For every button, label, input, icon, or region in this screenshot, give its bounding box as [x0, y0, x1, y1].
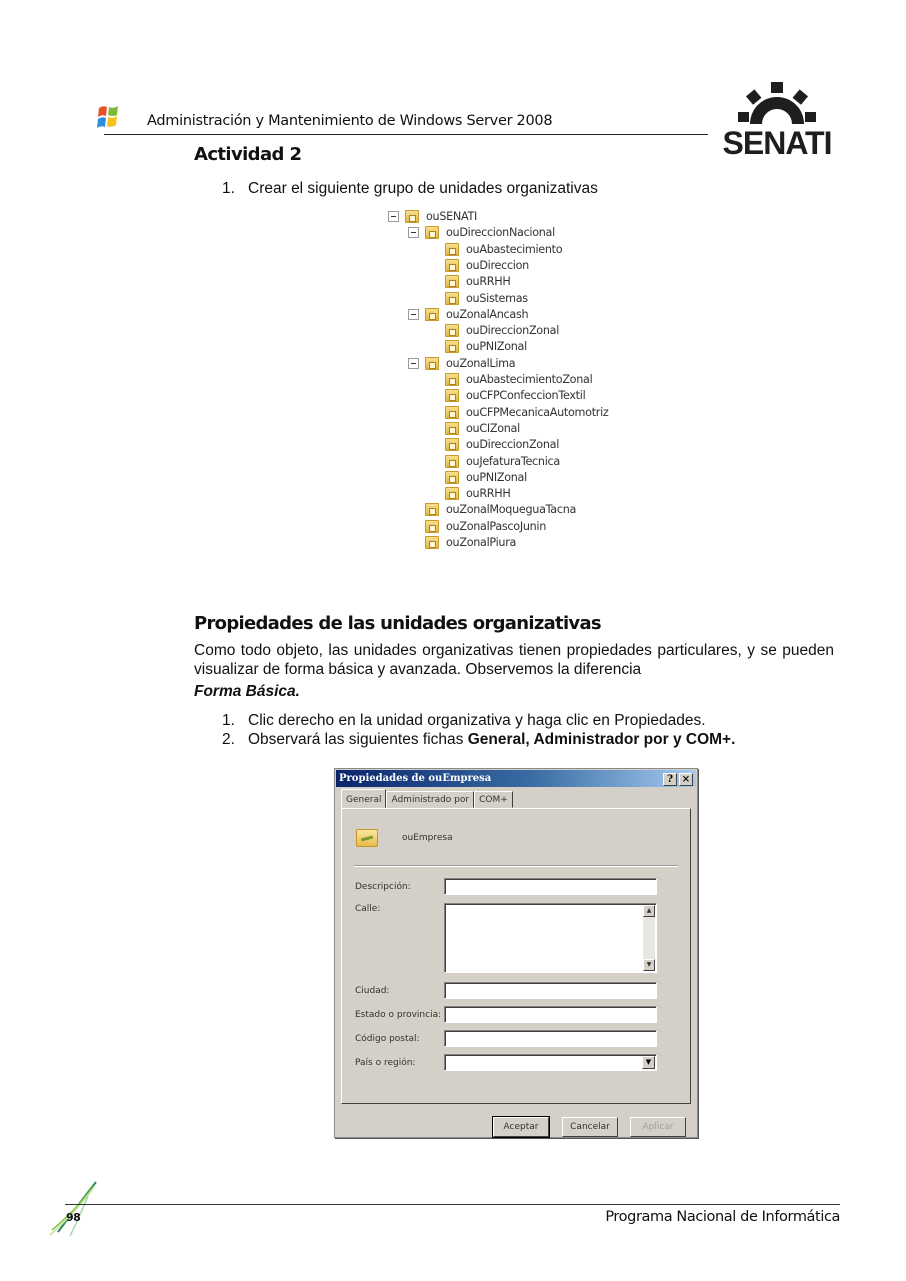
step-number: 1.: [222, 712, 235, 729]
document-header-title: Administración y Mantenimiento de Windows Server 2008: [147, 113, 553, 129]
tree-node[interactable]: [425, 502, 576, 517]
ou-folder-icon: [445, 406, 459, 419]
ou-folder-icon: [445, 275, 459, 288]
object-name: ouEmpresa: [402, 833, 453, 843]
tree-node-label: ouZonalLima: [446, 356, 516, 370]
scroll-down-button[interactable]: ▼: [643, 959, 655, 971]
ou-folder-icon: [425, 536, 439, 549]
country-label: País o región:: [355, 1058, 416, 1068]
tree-node[interactable]: [445, 274, 511, 289]
step-text-end: .: [731, 731, 736, 748]
postal-code-label: Código postal:: [355, 1034, 420, 1044]
activity-step: [222, 180, 598, 198]
street-label: Calle:: [355, 904, 381, 914]
ou-folder-icon: [445, 292, 459, 305]
properties-step: [222, 711, 735, 730]
tree-node-label: ouPNIZonal: [466, 340, 527, 354]
tree-node[interactable]: [445, 437, 559, 452]
ok-button[interactable]: Aceptar: [493, 1117, 549, 1137]
description-label: Descripción:: [355, 882, 411, 892]
tree-node[interactable]: [445, 405, 608, 420]
step-number: 2.: [222, 731, 235, 748]
tree-node[interactable]: [445, 486, 511, 501]
city-field[interactable]: [444, 982, 657, 999]
tree-node-label: ouZonalPascoJunin: [446, 519, 547, 533]
collapse-icon[interactable]: [388, 211, 399, 222]
tree-node[interactable]: [445, 454, 560, 469]
collapse-icon[interactable]: [408, 358, 419, 369]
windows-logo-icon: [96, 104, 120, 132]
ou-folder-icon: [445, 471, 459, 484]
help-button[interactable]: ?: [663, 773, 677, 786]
tree-node-label: ouSENATI: [426, 210, 477, 223]
description-field[interactable]: [444, 878, 657, 895]
ou-folder-icon: [445, 389, 459, 402]
footer-divider: [65, 1204, 840, 1205]
ou-folder-icon: [425, 226, 439, 239]
tree-node-label: ouDireccionNacional: [446, 226, 555, 240]
header-divider: [104, 134, 708, 135]
tree-node-label: ouZonalPiura: [446, 536, 517, 549]
tree-node[interactable]: [445, 421, 520, 436]
tree-node[interactable]: [445, 291, 528, 306]
dialog-title: Propiedades de ouEmpresa: [339, 773, 492, 784]
chevron-down-icon[interactable]: ▼: [642, 1056, 655, 1069]
properties-step: [222, 730, 735, 749]
basic-form-subheading: Forma Básica.: [194, 683, 300, 700]
tree-node-label: ouDireccionZonal: [466, 324, 560, 338]
activity-heading: Actividad 2: [194, 144, 302, 165]
ou-folder-icon: [445, 438, 459, 451]
step-number: 1.: [222, 180, 235, 197]
tree-node[interactable]: [445, 258, 529, 273]
scroll-up-button[interactable]: ▲: [643, 905, 655, 917]
scrollbar-track[interactable]: [643, 917, 655, 959]
tree-node-label: ouSistemas: [466, 291, 528, 305]
tree-node-label: ouAbastecimiento: [466, 242, 563, 256]
ou-folder-icon: [425, 503, 439, 516]
dialog-tabs: [341, 791, 513, 809]
general-tab-panel: [341, 808, 691, 1104]
tree-node[interactable]: [445, 242, 562, 257]
tree-node[interactable]: [388, 209, 477, 224]
step-text: Crear el siguiente grupo de unidades organizativas: [248, 180, 598, 197]
properties-steps: [222, 711, 735, 749]
tree-node-label: ouRRHH: [466, 275, 511, 289]
ou-folder-icon: [445, 259, 459, 272]
footer-text: Programa Nacional de Informática: [605, 1209, 840, 1225]
collapse-icon[interactable]: [408, 227, 419, 238]
properties-paragraph: Como todo objeto, las unidades organizativas tienen propiedades particulares, y se pueden visualizar de forma básica y avanzada. Observemos la diferencia: [194, 642, 834, 678]
ou-folder-icon: [405, 210, 419, 223]
ou-folder-icon: [425, 308, 439, 321]
tree-node[interactable]: [445, 470, 527, 485]
step-text: Clic derecho en la unidad organizativa y haga clic en Propiedades.: [248, 712, 706, 729]
dialog-titlebar[interactable]: [336, 770, 696, 787]
organizational-unit-icon: [356, 829, 378, 847]
ou-folder-icon: [445, 422, 459, 435]
close-button[interactable]: ×: [679, 773, 693, 786]
street-textarea[interactable]: [444, 903, 657, 973]
tree-node[interactable]: [408, 225, 555, 240]
tree-node-label: ouAbastecimientoZonal: [466, 373, 593, 386]
properties-heading: Propiedades de las unidades organizativas: [194, 613, 601, 634]
tab-general[interactable]: General: [341, 789, 386, 808]
tree-node[interactable]: [445, 372, 592, 387]
tree-node-label: ouZonalMoqueguaTacna: [446, 503, 577, 517]
cancel-button[interactable]: Cancelar: [562, 1117, 618, 1137]
postal-code-field[interactable]: [444, 1030, 657, 1047]
tree-node-label: ouCFPConfeccionTextil: [466, 389, 586, 403]
page-number: 98: [66, 1211, 81, 1224]
ou-folder-icon: [445, 324, 459, 337]
step-text: Observará las siguientes fichas: [248, 731, 468, 748]
ou-folder-icon: [445, 243, 459, 256]
ou-folder-icon: [445, 340, 459, 353]
tree-node-label: ouCIZonal: [466, 421, 520, 435]
tree-node[interactable]: [445, 388, 585, 403]
collapse-icon[interactable]: [408, 309, 419, 320]
ou-folder-icon: [445, 487, 459, 500]
city-label: Ciudad:: [355, 986, 390, 996]
state-field[interactable]: [444, 1006, 657, 1023]
tree-node-label: ouRRHH: [466, 487, 511, 501]
tree-node-label: ouDireccionZonal: [466, 438, 560, 452]
ou-folder-icon: [445, 455, 459, 468]
senati-logo: [710, 78, 845, 158]
step-text-bold: General, Administrador por y COM+: [467, 731, 732, 748]
tree-node-label: ouCFPMecanicaAutomotriz: [466, 405, 609, 419]
country-select[interactable]: [444, 1054, 657, 1071]
tab-com-plus[interactable]: COM+: [474, 791, 513, 808]
footer-swoosh-icon: [48, 1180, 108, 1238]
ou-folder-icon: [445, 373, 459, 386]
ou-folder-icon: [425, 357, 439, 370]
tree-node[interactable]: [425, 535, 516, 550]
ou-folder-icon: [425, 520, 439, 533]
tree-node-label: ouDireccion: [466, 258, 529, 272]
ou-properties-dialog: [334, 768, 698, 1138]
tree-node-label: ouZonalAncash: [446, 307, 529, 321]
tree-node[interactable]: [408, 356, 515, 371]
tree-node[interactable]: [445, 339, 527, 354]
tree-node[interactable]: [425, 519, 546, 534]
separator: [354, 865, 678, 867]
svg-text:SENATI: SENATI: [722, 125, 832, 158]
apply-button[interactable]: Aplicar: [630, 1117, 686, 1137]
tree-node-label: ouJefaturaTecnica: [466, 454, 560, 468]
state-label: Estado o provincia:: [355, 1010, 442, 1020]
tree-node[interactable]: [408, 307, 528, 322]
tab-administrado-por[interactable]: Administrado por: [386, 791, 474, 808]
tree-node[interactable]: [445, 323, 559, 338]
tree-node-label: ouPNIZonal: [466, 470, 527, 484]
